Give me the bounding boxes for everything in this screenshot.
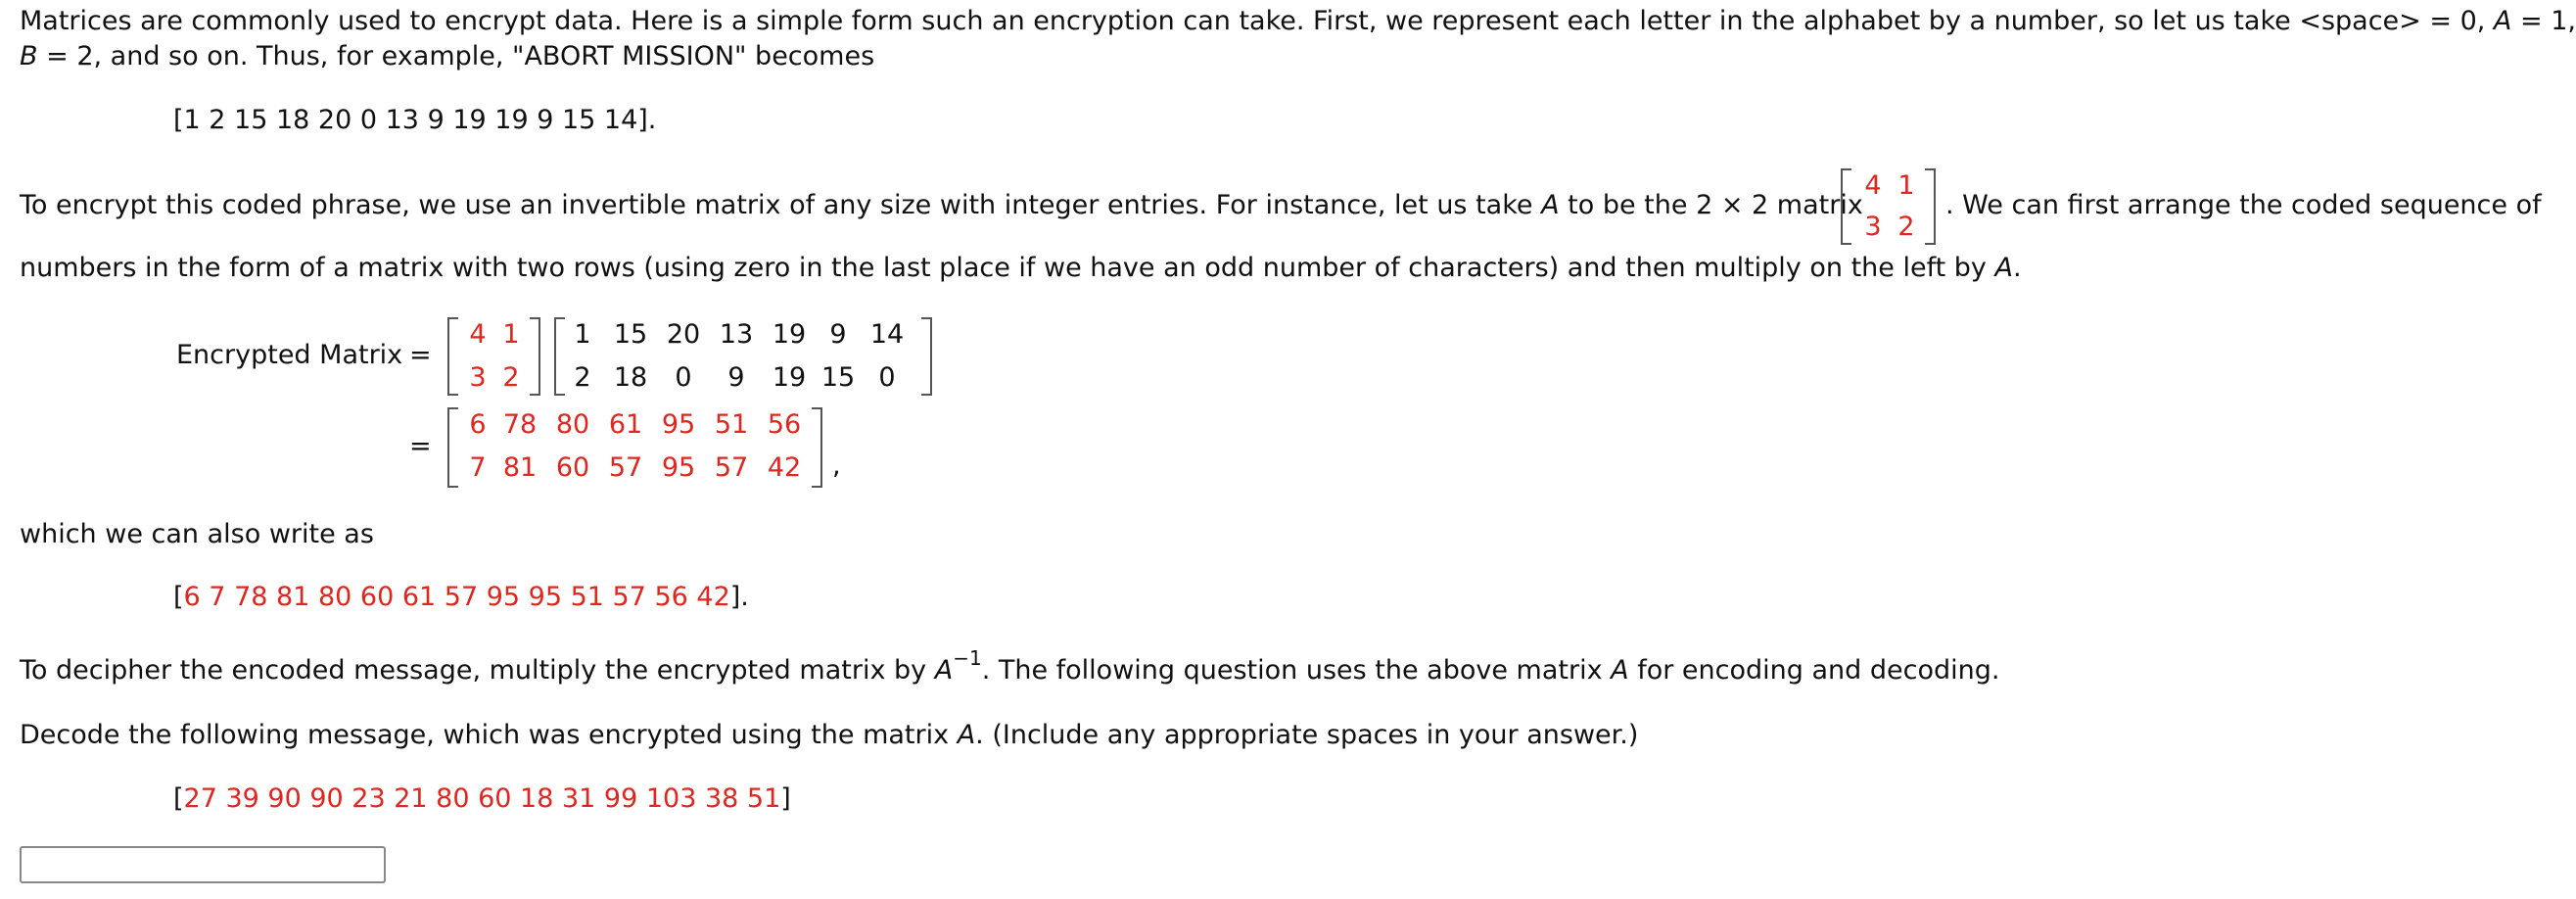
period: . [2012,253,2022,283]
intro-line-2 [20,41,874,71]
bracket-open: [ [173,783,184,814]
matrix-cell: 2 [574,362,591,393]
encrypt-text-c: . We can first arrange the coded sequence of [1945,190,2542,220]
encoded-sequence [173,582,749,612]
decipher-text-a: To decipher the encoded message, multiply the encrypted matrix by [20,655,935,686]
intro-line-1 [20,6,2576,36]
var-B: B [20,41,38,71]
intro-text-2: = 2, and so on. Thus, for example, "ABORT MISSION" becomes [37,41,875,71]
matrix-cell: 78 [502,409,538,440]
matrix-cell: 57 [608,452,643,483]
equals-sign-2: = [409,431,432,461]
matrix-cell: 81 [502,452,538,483]
matrix-cell: 19 [772,319,807,350]
question-text-a: Decode the following message, which was encrypted using the matrix [20,720,958,750]
matrix-cell: 51 [714,409,749,440]
var-A: A [2493,6,2512,36]
coded-sequence: [1 2 15 18 20 0 13 9 19 19 9 15 14]. [173,105,657,135]
bracket-open: [ [173,582,184,612]
matrix-cell: 0 [675,362,692,393]
bracket-close: ] [780,783,791,814]
intro-text: Matrices are commonly used to encrypt data. Here is a simple form such an encryption can take. First, we represent each letter in the alphabet by a number, so let us take <space> = 0, [20,6,2494,36]
matrix-cell: 3 [1864,212,1882,242]
matrix-cell: 15 [820,362,856,393]
answer-input[interactable] [20,846,386,883]
matrix-cell: 2 [502,362,520,393]
matrix-cell: 9 [829,319,847,350]
encrypted-matrix-label: Encrypted Matrix [176,340,403,370]
encrypt-line-2 [20,253,2022,283]
question-text-b: . (Include any appropriate spaces in your answer.) [975,720,1639,750]
var-A: A [1994,253,2013,283]
equals-sign-1: = [409,340,432,370]
matrix-cell: 0 [878,362,896,393]
matrix-cell: 60 [555,452,590,483]
matrix-cell: 4 [469,319,487,350]
matrix-cell: 2 [1897,212,1915,242]
matrix-cell: 1 [1897,170,1915,201]
matrix-cell: 9 [727,362,745,393]
matrix-cell: 57 [714,452,749,483]
matrix-cell: 6 [469,409,487,440]
matrix-cell: 95 [661,409,696,440]
bracket-left [1841,168,1851,245]
message-values: 27 39 90 90 23 21 80 60 18 31 99 103 38 51 [183,783,781,814]
matrix-cell: 4 [1864,170,1882,201]
matrix-cell: 18 [613,362,648,393]
var-A: A [957,720,976,750]
encrypt-text-2: numbers in the form of a matrix with two rows (using zero in the last place if we have an odd number of characters) and then multiply on the left by [20,253,1995,283]
matrix-cell: 61 [608,409,643,440]
result-matrix [447,405,824,488]
decipher-line [20,646,2000,686]
matrix-cell: 19 [772,362,807,393]
display-matrix-A [447,315,536,396]
matrix-cell: 13 [719,319,754,350]
message-to-decode [173,783,791,814]
also-write-text: which we can also write as [20,519,374,549]
matrix-cell: 14 [869,319,905,350]
question-line [20,720,1638,750]
bracket-left [554,317,565,396]
matrix-cell: 20 [666,319,701,350]
encrypt-line-1 [20,190,1863,220]
bracket-right [921,317,932,396]
bracket-left [447,317,458,396]
matrix-cell: 3 [469,362,487,393]
intro-text-end: = 1, [2511,6,2576,36]
matrix-cell: 1 [574,319,591,350]
decipher-text-b: . The following question uses the above matrix [981,655,1612,686]
bracket-right [812,407,822,488]
var-A: A [1541,190,1560,220]
bracket-right [530,317,540,396]
encrypt-text-b: to be the 2 × 2 matrix [1559,190,1863,220]
inline-matrix-A [1841,166,1934,247]
bracket-close: ]. [729,582,749,612]
matrix-cell: 56 [767,409,802,440]
matrix-cell: 1 [502,319,520,350]
matrix-cell: 80 [555,409,590,440]
decipher-text-c: for encoding and decoding. [1628,655,2000,686]
matrix-cell: 95 [661,452,696,483]
matrix-cell: 15 [613,319,648,350]
var-A: A [1611,655,1629,686]
encrypt-text-a: To encrypt this coded phrase, we use an invertible matrix of any size with integer entries. For instance, let us take [20,190,1542,220]
bracket-right [1925,168,1936,245]
trailing-comma: , [832,450,841,481]
bracket-left [447,407,458,488]
encoded-values: 6 7 78 81 80 60 61 57 95 95 51 57 56 42 [183,582,730,612]
matrix-cell: 7 [469,452,487,483]
var-A: A [934,655,954,686]
matrix-cell: 42 [767,452,802,483]
inverse-superscript: −1 [953,646,982,670]
message-matrix [554,315,936,396]
